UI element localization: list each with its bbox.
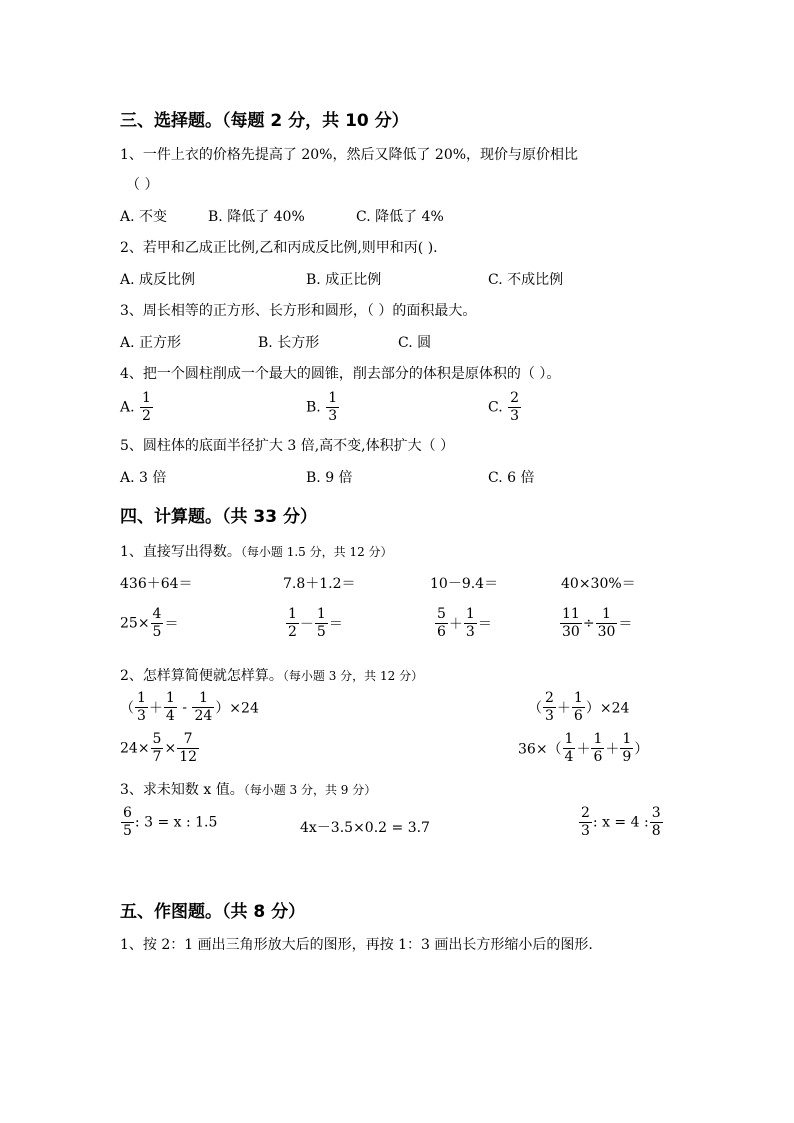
q1-option-a: A. 不变 [120, 209, 168, 225]
q1-text: 1、一件上衣的价格先提高了 20%，然后又降低了 20%，现价与原价相比 [120, 147, 579, 163]
calc-e8: $\frac{11}{30}$ ÷ $\frac{1}{30}$ ＝ [562, 606, 633, 640]
calc-e1: 436＋64＝ [120, 576, 193, 592]
section-5-title: 五、作图题。（共 8 分） [120, 902, 306, 922]
calc-e6: $\frac{1}{2}$ － $\frac{1}{5}$ ＝ [288, 606, 343, 640]
q1-option-b: B. 降低了 40% [208, 209, 305, 225]
q4-option-c: C. $\frac{2}{3}$ [488, 390, 520, 424]
equation-3: $\frac{2}{3}$ : x = 4 : $\frac{3}{8}$ [581, 805, 661, 839]
q3-text: 3、周长相等的正方形、长方形和圆形，（ ）的面积最大。 [120, 303, 477, 319]
part1-heading: 1、直接写出得数。（每小题 1.5 分，共 12 分） [120, 544, 393, 560]
section-4-title: 四、计算题。（共 33 分） [120, 507, 317, 527]
q4-option-a: A. $\frac{1}{2}$ [120, 390, 151, 424]
q2-option-b: B. 成正比例 [306, 272, 382, 288]
calc-r4: 36×（ $\frac{1}{4}$ ＋ $\frac{1}{6}$ ＋ $\frac{1}{9}$ ） [518, 731, 649, 765]
q2-text: 2、若甲和乙成正比例,乙和丙成反比例,则甲和丙( ). [120, 240, 438, 256]
calc-e7: $\frac{5}{6}$ ＋ $\frac{1}{3}$ ＝ [437, 606, 492, 640]
q5-option-b: B. 9 倍 [306, 470, 353, 486]
q4-text: 4、把一个圆柱削成一个最大的圆锥，削去部分的体积是原体积的（ ）。 [120, 366, 561, 382]
q5-text: 5、圆柱体的底面半径扩大 3 倍,高不变,体积扩大（ ） [120, 438, 455, 454]
q3-option-c: C. 圆 [398, 335, 432, 351]
part2-heading: 2、怎样算简便就怎样算。（每小题 3 分，共 12 分） [120, 668, 424, 684]
equation-2: 4x－3.5×0.2 = 3.7 [300, 820, 430, 836]
q2-option-c: C. 不成比例 [488, 272, 564, 288]
calc-r3: 24× $\frac{5}{7}$ × $\frac{7}{12}$ [120, 731, 198, 765]
drawing-q1-text: 1、按 2：1 画出三角形放大后的图形，再按 1：3 画出长方形缩小后的图形. [120, 937, 593, 953]
part3-heading: 3、求未知数 x 值。（每小题 3 分，共 9 分） [120, 782, 377, 798]
calc-e5: 25× $\frac{4}{5}$ ＝ [120, 606, 179, 640]
q2-option-a: A. 成反比例 [120, 272, 196, 288]
q5-option-c: C. 6 倍 [488, 470, 535, 486]
calc-e4: 40×30%＝ [561, 576, 636, 592]
q5-option-a: A. 3 倍 [120, 470, 167, 486]
q1-blank: （ ） [126, 177, 159, 193]
q3-option-a: A. 正方形 [120, 335, 182, 351]
q4-option-b: B. $\frac{1}{3}$ [306, 390, 338, 424]
q1-option-c: C. 降低了 4% [356, 209, 444, 225]
calc-e2: 7.8＋1.2＝ [283, 576, 356, 592]
equation-1: $\frac{6}{5}$ : 3 = x : 1.5 [123, 805, 218, 839]
calc-r1: （ $\frac{1}{3}$ ＋ $\frac{1}{4}$ - $\frac{1}{24}$ ）×24 [120, 690, 259, 724]
calc-e3: 10－9.4＝ [430, 576, 499, 592]
q3-option-b: B. 长方形 [258, 335, 320, 351]
section-3-title: 三、选择题。（每题 2 分，共 10 分） [120, 111, 409, 131]
calc-r2: （ $\frac{2}{3}$ ＋ $\frac{1}{6}$ ）×24 [528, 690, 630, 724]
